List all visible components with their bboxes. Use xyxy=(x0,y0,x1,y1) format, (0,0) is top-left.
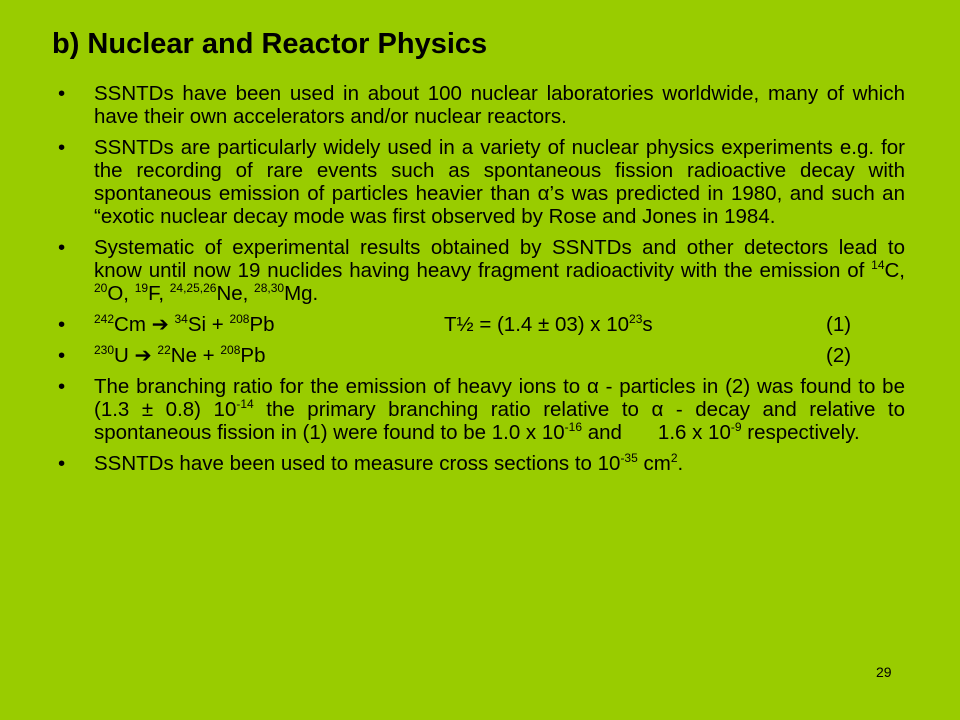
bullet-text: SSNTDs have been used to measure cross sections to 10 xyxy=(94,452,621,475)
bullet-item-equation-2 xyxy=(58,344,905,367)
slide-title: b) Nuclear and Reactor Physics xyxy=(52,28,488,60)
slide-number: 29 xyxy=(876,664,892,680)
reaction-1 xyxy=(94,313,444,336)
bullet-text: . xyxy=(677,452,684,475)
equation-2 xyxy=(94,344,905,367)
superscript: 24,25,26 xyxy=(169,281,217,296)
superscript: 28,30 xyxy=(254,281,285,296)
superscript: -35 xyxy=(620,451,638,466)
nuclide-si: Si + xyxy=(187,313,230,336)
arrow-icon: ➔ xyxy=(151,313,169,336)
nuclide-cm: Cm xyxy=(114,313,152,336)
superscript: 34 xyxy=(174,312,188,327)
bullet-text: 1.6 x 10 xyxy=(657,421,731,444)
superscript: 14 xyxy=(871,258,885,273)
half-life-unit: s xyxy=(642,313,653,336)
bullet-marker: • xyxy=(58,136,66,159)
superscript: 208 xyxy=(220,343,241,358)
superscript: -16 xyxy=(564,420,583,435)
bullet-list xyxy=(58,82,905,483)
bullet-marker: • xyxy=(58,82,66,105)
superscript: 23 xyxy=(629,312,643,327)
nuclide-u: U xyxy=(114,344,135,367)
element-o: O, xyxy=(107,282,135,305)
equation-number: (2) xyxy=(826,344,852,367)
bullet-text: SSNTDs have been used in about 100 nuclear laboratories worldwide, many of which have their own accelerators and/or nuclear reactors. xyxy=(94,82,905,128)
bullet-text: Systematic of experimental results obtained by SSNTDs and other detectors lead to know until now 19 nuclides having heavy fragment radioactivity with the emission of xyxy=(94,236,905,282)
element-f: F, xyxy=(148,282,170,305)
superscript: 242 xyxy=(94,312,115,327)
bullet-text: and xyxy=(582,421,622,444)
superscript: -14 xyxy=(236,397,254,412)
half-life xyxy=(444,313,826,336)
nuclide-pb: Pb xyxy=(240,344,266,367)
bullet-text: the primary branching ratio relative to α - decay and relative to spontaneous fission in (1) were found to be 1.0 x 10 xyxy=(94,398,905,444)
superscript: 208 xyxy=(229,312,250,327)
bullet-text: respectively. xyxy=(741,421,860,444)
superscript: 2 xyxy=(670,451,678,466)
bullet-marker: • xyxy=(58,452,66,475)
superscript: 22 xyxy=(157,343,171,358)
bullet-text: The branching ratio for the emission of heavy ions to α - particles in (2) was found to be (1.3 ± 0.8) 10 xyxy=(94,375,905,421)
nuclide-pb: Pb xyxy=(249,313,275,336)
superscript: 230 xyxy=(94,343,115,358)
half-life-value: T½ = (1.4 ± 03) x 10 xyxy=(444,313,630,336)
element-mg: Mg. xyxy=(284,282,319,305)
bullet-marker: • xyxy=(58,375,66,398)
element-ne: Ne, xyxy=(216,282,255,305)
bullet-marker: • xyxy=(58,344,66,367)
bullet-item-1 xyxy=(58,82,905,128)
reaction-2 xyxy=(94,344,444,367)
bullet-item-2 xyxy=(58,136,905,228)
bullet-marker: • xyxy=(58,236,66,259)
element-c: C, xyxy=(884,259,905,282)
spacer xyxy=(444,344,826,367)
bullet-text: SSNTDs are particularly widely used in a variety of nuclear physics experiments e.g. for the recording of rare events such as spontaneous fission radioactive decay with spontaneous emission of particles heavier than α’s was predicted in 1980, and such an “exotic nuclear decay mode was first observed by Rose and Jones in 1984. xyxy=(94,136,905,228)
equation-number: (1) xyxy=(826,313,852,336)
bullet-item-6 xyxy=(58,375,905,444)
bullet-item-equation-1 xyxy=(58,313,905,336)
bullet-item-3 xyxy=(58,236,905,305)
arrow-icon: ➔ xyxy=(134,344,152,367)
superscript: -9 xyxy=(730,420,742,435)
bullet-text: cm xyxy=(637,452,671,475)
nuclide-ne: Ne + xyxy=(170,344,221,367)
superscript: 20 xyxy=(94,281,108,296)
bullet-marker: • xyxy=(58,313,66,336)
superscript: 19 xyxy=(134,281,149,296)
equation-1 xyxy=(94,313,905,336)
bullet-item-7 xyxy=(58,452,905,475)
